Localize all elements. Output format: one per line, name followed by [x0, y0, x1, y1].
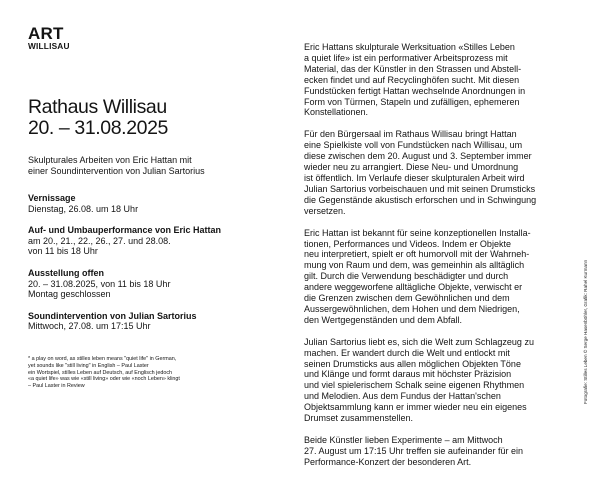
text-line: diese zwischen dem 20. August und 3. September immer — [304, 151, 532, 162]
description-paragraph — [304, 228, 572, 326]
text-line: den Wertgegenständen und dem Abfall. — [304, 314, 462, 325]
event-heading: Vernissage — [28, 193, 76, 203]
text-line: Eric Hattan ist bekannt für seine konzeptionellen Installa- — [304, 227, 531, 238]
event-line: 20. – 31.08.2025, von 11 bis 18 Uhr — [28, 278, 171, 289]
text-line: Objektsammlung kann er immer wieder neu ein eigenes — [304, 402, 527, 413]
description-paragraph — [304, 129, 572, 216]
text-line: tionen, Performances und Videos. Indem er Objekte — [304, 238, 511, 249]
exhibition-header — [28, 98, 168, 138]
event-heading: Soundintervention von Julian Sartorius — [28, 310, 197, 321]
event-schedule — [28, 193, 298, 343]
text-line: und Melodien. Aus dem Fundus der Hattan'schen — [304, 391, 501, 402]
text-line: gilt. Durch die Verwendung beschädigter und durch — [304, 271, 509, 282]
text-line: machen. Er wandert durch die Welt und entlockt mit — [304, 347, 510, 358]
description-paragraph — [304, 435, 572, 468]
text-line: andere weggeworfene alltägliche Objekte, verwischt er — [304, 282, 523, 293]
text-line: ecken findet und auf Recyclinghöfen sucht. Mit diesen — [304, 74, 520, 85]
footnote-line: «a quiet life» was wie «still living» oder wie «noch Leben» klingt — [28, 376, 180, 383]
text-line: 27. August um 17:15 Uhr treffen sie aufeinander für ein — [304, 445, 523, 456]
text-line: Material, das der Künstler in den Strassen und Abstell- — [304, 63, 522, 74]
text-line: mung von Raum und dem, was gemeinhin als alltäglich — [304, 260, 525, 271]
text-line: neu interpretiert, spielt er oft humorvoll mit der Wahrneh- — [304, 249, 530, 260]
footnote — [28, 356, 258, 390]
description-paragraph — [304, 337, 572, 424]
text-line: Julian Sartorius liebt es, sich die Welt zum Schlagzeug zu — [304, 336, 534, 347]
event-vernissage — [28, 193, 298, 214]
subtitle-line: einer Soundintervention von Julian Sartorius — [28, 166, 205, 176]
text-line: die Gegenstände akustisch erforschen und in Schwingung — [304, 194, 537, 205]
text-line: die Grenzen zwischen dem Gewöhnlichen und dem — [304, 293, 510, 304]
event-soundintervention — [28, 311, 298, 332]
event-line: Montag geschlossen — [28, 289, 111, 300]
event-line: von 11 bis 18 Uhr — [28, 246, 98, 257]
exhibition-title: Rathaus Willisau — [28, 96, 167, 118]
photo-credit: Fotografie: Stilles Leben © Serge Hasenböhler, Grafik: Rahel Kurmann — [583, 259, 588, 404]
text-line: eine Spielkiste voll von Fundstücken nach Willisau, um — [304, 140, 523, 151]
text-line: Für den Bürgersaal im Rathaus Willisau bringt Hattan — [304, 129, 517, 140]
text-line: Beide Künstler lieben Experimente – am Mittwoch — [304, 435, 503, 445]
text-line: und Klänge und formt daraus mit höchster Präzision — [304, 369, 512, 380]
event-line: Dienstag, 26.08. um 18 Uhr — [28, 203, 139, 214]
text-line: Aussergewöhnlichen, dem Hohen und dem Niedrigen, — [304, 303, 520, 314]
logo-willisau: WILLISAU — [28, 41, 70, 51]
text-line: Julian Sartorius vorbeischauen und mit seinen Drumsticks — [304, 183, 536, 194]
text-line: Performance-Konzert der besonderen Art. — [304, 456, 472, 467]
text-line: versetzen. — [304, 205, 346, 216]
footnote-line: ein Wortspiel, stilles Leben auf Deutsch, auf Englisch jedoch — [28, 369, 173, 376]
text-line: Fundstücken fertigt Hattan wechselnde Anordnungen in — [304, 85, 526, 96]
footnote-line: * a play on word, as stilles leben means "quiet life" in German, — [28, 356, 177, 362]
event-heading: Auf- und Umbauperformance von Eric Hattan — [28, 225, 222, 236]
text-line: ist öffentlich. Im Verlaufe dieser skulpturalen Arbeit wird — [304, 172, 525, 183]
logo-art: ART — [28, 24, 64, 43]
text-line: Konstellationen. — [304, 107, 369, 118]
text-line: Drumset zusammenstellen. — [304, 413, 414, 424]
footnote-line: – Paul Laster in Review — [28, 383, 85, 390]
event-heading: Ausstellung offen — [28, 267, 104, 278]
event-line: Mittwoch, 27.08. um 17:15 Uhr — [28, 321, 151, 332]
text-line: und viel spielerischem Schalk seine eigenen Rhythmen — [304, 380, 525, 391]
logo — [28, 25, 70, 50]
exhibition-dates: 20. – 31.08.2025 — [28, 116, 168, 139]
event-opening-hours — [28, 268, 298, 300]
description-column — [304, 42, 572, 479]
exhibition-subtitle — [28, 155, 288, 177]
text-line: a quiet life» ist ein performativer Arbeitsprozess mit — [304, 52, 508, 63]
text-line: Eric Hattans skulpturale Werksituation «Stilles Leben — [304, 42, 515, 52]
footnote-line: yet sounds like "still living" in English – Paul Laster — [28, 362, 149, 369]
description-paragraph — [304, 42, 572, 118]
text-line: wieder neu zu arrangiert. Diese Neu- und Umordnung — [304, 162, 519, 173]
text-line: seinen Drumsticks aus allen möglichen Objekten Töne — [304, 358, 521, 369]
event-line: am 20., 21., 22., 26., 27. und 28.08. — [28, 235, 171, 246]
text-line: Form von Türmen, Stapeln und zufälligen, ephemeren — [304, 96, 520, 107]
subtitle-line: Skulpturales Arbeiten von Eric Hattan mit — [28, 155, 192, 165]
event-performance — [28, 225, 298, 257]
